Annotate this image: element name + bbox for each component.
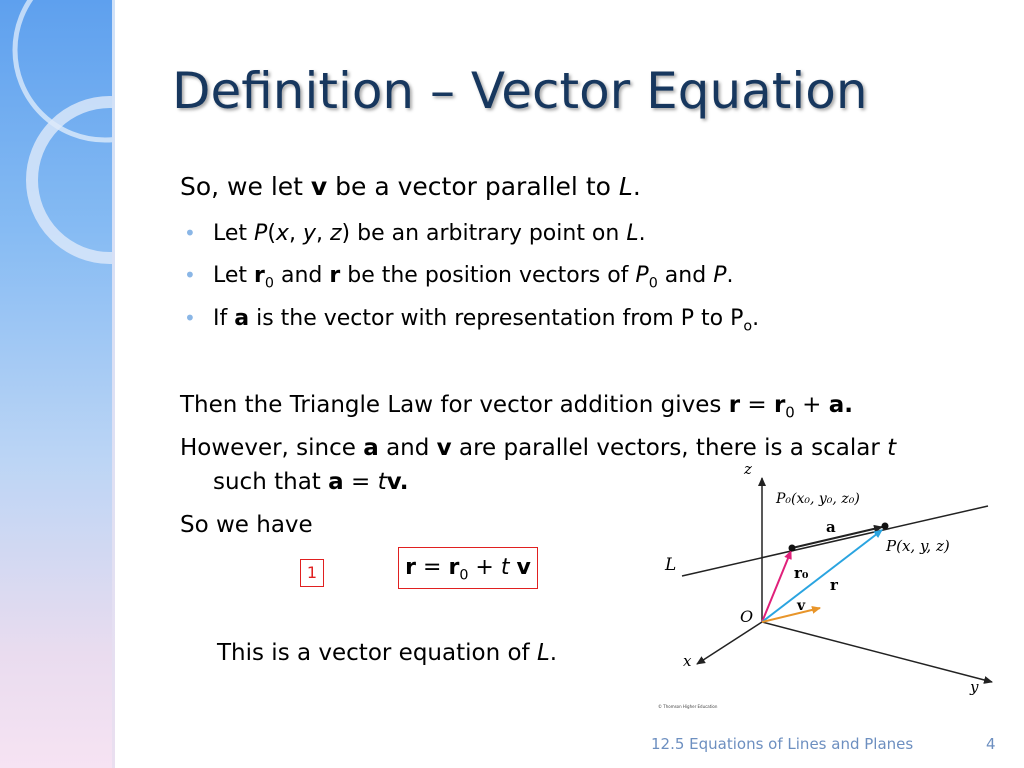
x-label: x (683, 652, 692, 670)
p0-label: P₀(x₀, y₀, z₀) (776, 491, 860, 507)
p-label: P(x, y, z) (886, 537, 950, 555)
bullet-vector-a: • If a is the vector with representation from P to $P_o$. (213, 306, 759, 334)
decorative-circles (0, 0, 114, 768)
r0-label: r₀ (794, 564, 809, 582)
y-axis (762, 622, 992, 682)
line-L-label: L (665, 555, 677, 575)
triangle-law-line: Then the Triangle Law for vector addition gives $r = r_0 + a$. (180, 392, 853, 422)
footer-page-number: 4 (986, 735, 996, 753)
bullet-point-p: • Let P(x, y, z) be an arbitrary point on L. (213, 221, 646, 246)
point-p0 (789, 545, 796, 552)
z-label: z (744, 460, 752, 478)
bullet-position-vectors: • Let $r_0$ and r be the position vectors of $P_0$ and P. (213, 263, 733, 291)
parallel-line-2: such that a = tv. (213, 469, 409, 495)
y-label: y (970, 678, 979, 696)
a-label: a (826, 518, 836, 536)
vector-a (792, 527, 882, 548)
sidebar-decoration (0, 0, 114, 768)
equation-number: 1 (300, 559, 324, 587)
intro-line: So, we let v be a vector parallel to L. (180, 172, 641, 201)
origin-label: O (740, 607, 754, 626)
conclusion-line: This is a vector equation of L. (217, 640, 558, 666)
slide-title: Definition – Vector Equation (172, 62, 868, 120)
parallel-line-1: However, since a and v are parallel vectors, there is a scalar t (180, 435, 897, 461)
v-label: v (797, 598, 806, 614)
sidebar-edge (112, 0, 115, 768)
copyright-text: © Thomson Higher Education (658, 704, 718, 709)
vector-equation-box: $r = r_0 + t$ v (398, 547, 538, 589)
so-we-have: So we have (180, 512, 313, 538)
point-p (882, 523, 889, 530)
r-label: r (830, 576, 838, 594)
x-axis (697, 622, 762, 664)
footer-course: 12.5 Equations of Lines and Planes (651, 735, 914, 753)
vector-line-diagram (640, 455, 1012, 715)
